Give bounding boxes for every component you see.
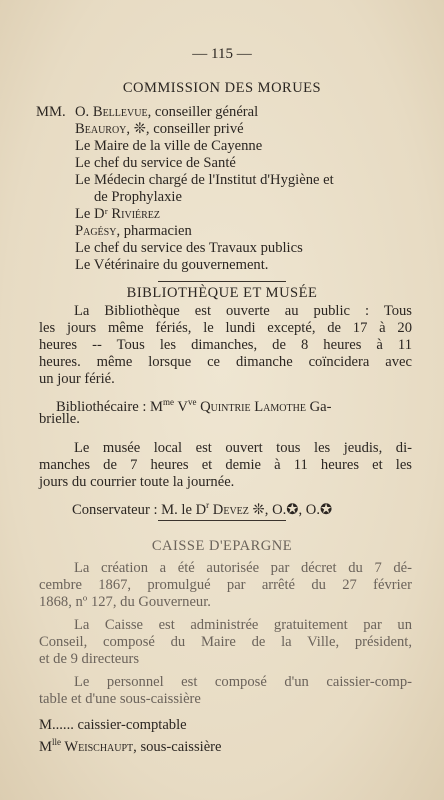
member-line: O. Bellevue, conseiller général [75, 104, 259, 120]
paragraph-line: Le personnel est composé d'un caissier-comp- [74, 674, 412, 690]
paragraph-line: La Bibliothèque est ouverte au public : Tous [74, 303, 412, 319]
paragraph-line: La Caisse est administrée gratuitement par un [74, 617, 412, 633]
paragraph-line: Conseil, composé du Maire de la Ville, président, [39, 634, 412, 650]
member-line: Pagésy, pharmacien [75, 223, 192, 239]
member-line: Beauroy, ❊, conseiller privé [75, 121, 244, 137]
staff-line: $M^{lle}$ Weischaupt, sous-caissière [39, 737, 222, 755]
page-number: — 115 — [192, 46, 252, 62]
paragraph-line: un jour férié. [39, 371, 115, 387]
bibliothecaire-line-2: brielle. [39, 411, 80, 427]
paragraph-line: manches de 7 heures et demie à 11 heures et les [39, 457, 412, 473]
member-line: Le Dʳ Riviérez [75, 206, 161, 222]
member-line: Le chef du service des Travaux publics [75, 240, 303, 256]
section-divider [158, 281, 286, 282]
section-heading-caisse: CAISSE D'EPARGNE [151, 538, 293, 554]
section-heading-bibliotheque: BIBLIOTHÈQUE ET MUSÉE [126, 285, 318, 301]
conservateur-line: Conservateur : M. le $D^r$ Devez ❊, O.✪, O.✪ [72, 500, 333, 518]
paragraph-line: Le musée local est ouvert tous les jeudis, di- [74, 440, 412, 456]
paragraph-line: heures. même lorsque ce dimanche coïncidera avec [39, 354, 412, 370]
member-line: Le Maire de la ville de Cayenne [75, 138, 263, 154]
paragraph-line: La création a été autorisée par décret du 7 dé- [74, 560, 412, 576]
member-line: Le Médecin chargé de l'Institut d'Hygiène et [75, 172, 334, 188]
staff-line: M...... caissier-comptable [39, 717, 187, 733]
member-line: de Prophylaxie [94, 189, 182, 205]
section-divider [158, 520, 286, 521]
paragraph-line: jours du courrier toute la journée. [39, 474, 235, 490]
paragraph-line: heures -- Tous les dimanches, de 8 heures à 11 [39, 337, 412, 353]
paragraph-line: table et d'une sous-caissière [39, 691, 201, 707]
paragraph-line: cembre 1867, promulgué par arrêté du 27 février [39, 577, 412, 593]
section-heading-commission: COMMISSION DES MORUES [122, 80, 322, 96]
member-line: Le chef du service de Santé [75, 155, 236, 171]
paragraph-line: les jours même fériés, le lundi excepté, de 17 à 20 [39, 320, 412, 336]
paragraph-line: et de 9 directeurs [39, 651, 140, 667]
paragraph-line: 1868, nº 127, du Gouverneur. [39, 594, 211, 610]
member-line: Le Vétérinaire du gouvernement. [75, 257, 269, 273]
mm-label: MM. [36, 104, 66, 120]
bibliothecaire-line: Bibliothécaire : $M^{me}$ $V^{ve}$ Quintrie Lamothe Ga- [56, 397, 332, 415]
